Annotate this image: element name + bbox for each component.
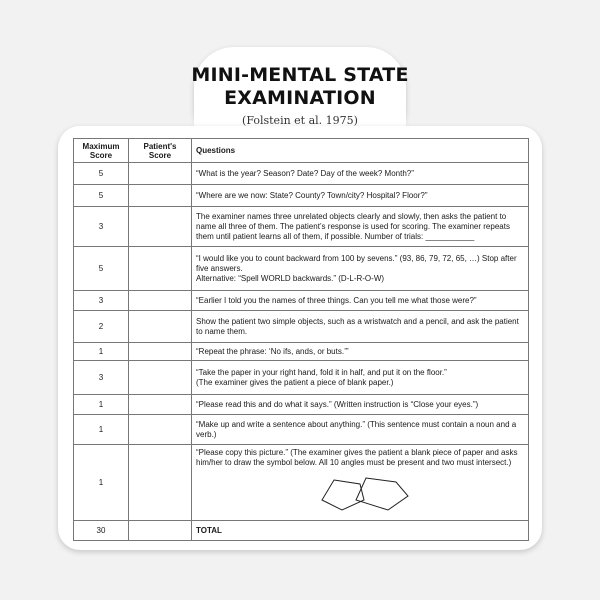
- question-text: “I would like you to count backward from 100 by sevens.” (93, 86, 79, 72, 65, …) Stop after five answers.: [196, 253, 517, 273]
- table-row: [74, 311, 529, 343]
- max-score-cell: 3: [74, 361, 129, 395]
- table-row: [74, 445, 529, 521]
- patient-score-cell[interactable]: [129, 247, 192, 291]
- max-score-cell: 1: [74, 415, 129, 445]
- total-patient-score[interactable]: [129, 521, 192, 541]
- mmse-table: [73, 138, 529, 541]
- intersecting-pentagons-icon: [312, 474, 412, 512]
- table-row: [74, 415, 529, 445]
- column-header-patient-score: Patient's Score: [129, 139, 192, 163]
- max-score-cell: 1: [74, 343, 129, 361]
- question-note: (The examiner gives the patient a piece of blank paper.): [196, 377, 394, 387]
- table-row: [74, 395, 529, 415]
- max-score-cell: 3: [74, 291, 129, 311]
- table-row: [74, 207, 529, 247]
- total-row: [74, 521, 529, 541]
- question-cell: “What is the year? Season? Date? Day of the week? Month?”: [192, 163, 529, 185]
- max-score-cell: 1: [74, 395, 129, 415]
- max-score-cell: 1: [74, 445, 129, 521]
- table-row: [74, 361, 529, 395]
- table-row: [74, 291, 529, 311]
- table-row: [74, 163, 529, 185]
- question-cell: “Where are we now: State? County? Town/city? Hospital? Floor?”: [192, 185, 529, 207]
- patient-score-cell[interactable]: [129, 343, 192, 361]
- column-header-max-score: Maximum Score: [74, 139, 129, 163]
- table-row: [74, 247, 529, 291]
- patient-score-cell[interactable]: [129, 185, 192, 207]
- question-cell: “Please read this and do what it says.” (Written instruction is “Close your eyes.”): [192, 395, 529, 415]
- question-cell: [192, 361, 529, 395]
- question-cell: The examiner names three unrelated objects clearly and slowly, then asks the patient to name all three of them. The patient’s response is used for scoring. The examiner repeats them until patient learns all of them, if possible. Number of trials: ___________: [192, 207, 529, 247]
- table-row: [74, 343, 529, 361]
- question-alternative: Alternative: “Spell WORLD backwards.” (D-L-R-O-W): [196, 273, 385, 283]
- question-text: “Please copy this picture.” (The examiner gives the patient a blank piece of paper and asks him/her to draw the symbol below. All 10 angles must be present and two must intersect.): [196, 448, 518, 467]
- question-cell: [192, 247, 529, 291]
- question-cell: “Earlier I told you the names of three things. Can you tell me what those were?”: [192, 291, 529, 311]
- max-score-cell: 5: [74, 185, 129, 207]
- max-score-cell: 5: [74, 247, 129, 291]
- patient-score-cell[interactable]: [129, 207, 192, 247]
- patient-score-cell[interactable]: [129, 361, 192, 395]
- patient-score-cell[interactable]: [129, 311, 192, 343]
- column-header-questions: Questions: [192, 139, 529, 163]
- question-text: “Take the paper in your right hand, fold it in half, and put it on the floor.”: [196, 367, 447, 377]
- patient-score-cell[interactable]: [129, 163, 192, 185]
- question-cell: [192, 445, 529, 521]
- max-score-cell: 5: [74, 163, 129, 185]
- table-row: [74, 185, 529, 207]
- patient-score-cell[interactable]: [129, 291, 192, 311]
- total-max-score: 30: [74, 521, 129, 541]
- question-cell: “Repeat the phrase: ‘No ifs, ands, or buts.’”: [192, 343, 529, 361]
- title-line-2: EXAMINATION: [224, 87, 376, 109]
- question-cell: Show the patient two simple objects, such as a wristwatch and a pencil, and ask the patient to name them.: [192, 311, 529, 343]
- max-score-cell: 3: [74, 207, 129, 247]
- page-title: [150, 64, 450, 110]
- patient-score-cell[interactable]: [129, 415, 192, 445]
- patient-score-cell[interactable]: [129, 395, 192, 415]
- table-header-row: [74, 139, 529, 163]
- citation: (Folstein et al. 1975): [242, 114, 358, 127]
- max-score-cell: 2: [74, 311, 129, 343]
- question-cell: “Make up and write a sentence about anything.” (This sentence must contain a noun and a verb.): [192, 415, 529, 445]
- title-line-1: MINI-MENTAL STATE: [191, 64, 409, 86]
- total-label: TOTAL: [192, 521, 529, 541]
- patient-score-cell[interactable]: [129, 445, 192, 521]
